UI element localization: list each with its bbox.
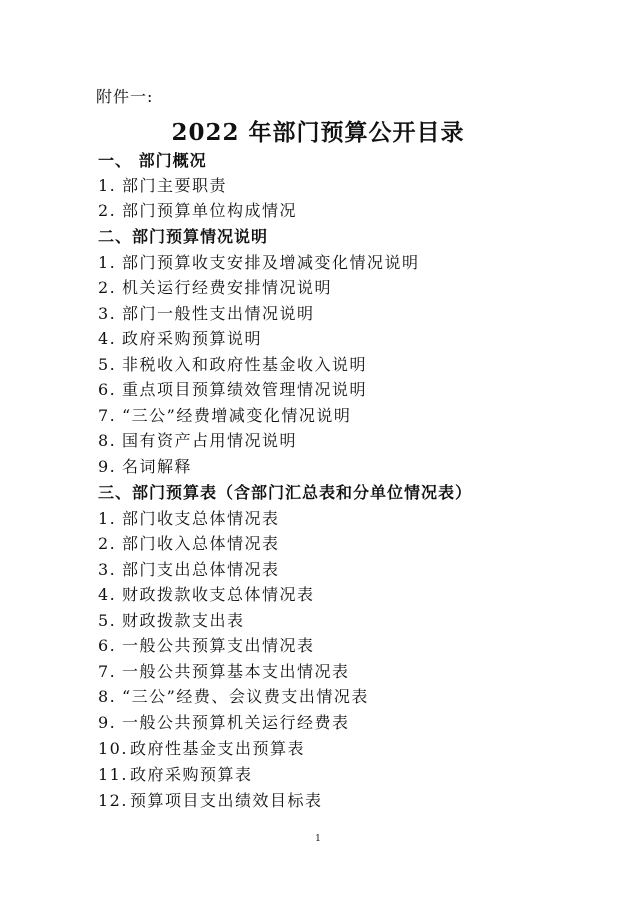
item-text: 一般公共预算支出情况表 [122,636,315,655]
item-text: 部门预算收支安排及增减变化情况说明 [122,253,420,272]
item-number: 12. [98,791,128,810]
item-text: 预算项目支出绩效目标表 [130,791,323,810]
item-number: 6. [98,636,117,655]
section-heading-overview: 一、 部门概况 [98,151,207,170]
section-heading-budget-tables: 三、部门预算表（含部门汇总表和分单位情况表） [98,483,473,502]
list-item [98,301,315,324]
item-text: 非税收入和政府性基金收入说明 [122,355,368,374]
item-number: 2. [98,534,117,553]
item-text: 政府采购预算说明 [122,329,263,348]
list-item [98,608,245,631]
item-text: 一般公共预算机关运行经费表 [122,713,350,732]
item-text: 财政拨款支出表 [122,611,245,630]
list-item [98,582,315,605]
item-text: 部门一般性支出情况说明 [122,304,315,323]
item-text: 机关运行经费安排情况说明 [122,278,333,297]
page-number: 1 [315,834,321,844]
list-item [98,352,367,375]
list-item [98,198,297,221]
list-item [98,762,253,785]
item-text: 重点项目预算绩效管理情况说明 [122,380,368,399]
item-number: 1. [98,253,117,272]
list-item [98,684,369,707]
item-text: 名词解释 [122,457,193,476]
item-text: 部门预算单位构成情况 [122,201,298,220]
item-number: 6. [98,380,117,399]
item-text: 部门支出总体情况表 [122,560,280,579]
list-item [98,788,323,811]
list-item [98,173,227,196]
item-number: 4. [98,329,117,348]
item-number: 9. [98,713,117,732]
list-item [98,428,297,451]
item-text: 国有资产占用情况说明 [122,431,298,450]
list-item [98,736,305,759]
item-number: 7. [98,406,117,425]
list-item [98,377,367,400]
section-heading-budget-explanation: 二、部门预算情况说明 [98,227,269,246]
item-number: 5. [98,611,117,630]
item-number: 9. [98,457,117,476]
page-title: 2022 年部门预算公开目录 [171,119,465,146]
list-item [98,557,280,580]
item-text: “三公”经费、会议费支出情况表 [122,687,369,706]
item-number: 10. [98,739,128,758]
item-number: 3. [98,304,117,323]
item-number: 1. [98,509,117,528]
list-item [98,506,280,529]
item-number: 3. [98,560,117,579]
item-text: “三公”经费增减变化情况说明 [122,406,352,425]
list-item [98,326,262,349]
list-item [98,531,280,554]
list-item [98,275,332,298]
item-number: 2. [98,201,117,220]
item-number: 7. [98,662,117,681]
item-number: 8. [98,431,117,450]
item-text: 政府采购预算表 [130,765,253,784]
item-text: 部门收支总体情况表 [122,509,280,528]
item-number: 2. [98,278,117,297]
list-item [98,659,350,682]
item-number: 11. [98,765,128,784]
item-number: 5. [98,355,117,374]
attachment-label: 附件一: [96,87,154,106]
item-text: 财政拨款收支总体情况表 [122,585,315,604]
list-item [98,710,350,733]
list-item [98,250,420,273]
item-number: 8. [98,687,117,706]
item-text: 一般公共预算基本支出情况表 [122,662,350,681]
item-text: 政府性基金支出预算表 [130,739,306,758]
item-text: 部门收入总体情况表 [122,534,280,553]
list-item [98,633,315,656]
list-item [98,454,192,477]
item-number: 1. [98,176,117,195]
item-text: 部门主要职责 [122,176,228,195]
list-item [98,403,351,426]
item-number: 4. [98,585,117,604]
